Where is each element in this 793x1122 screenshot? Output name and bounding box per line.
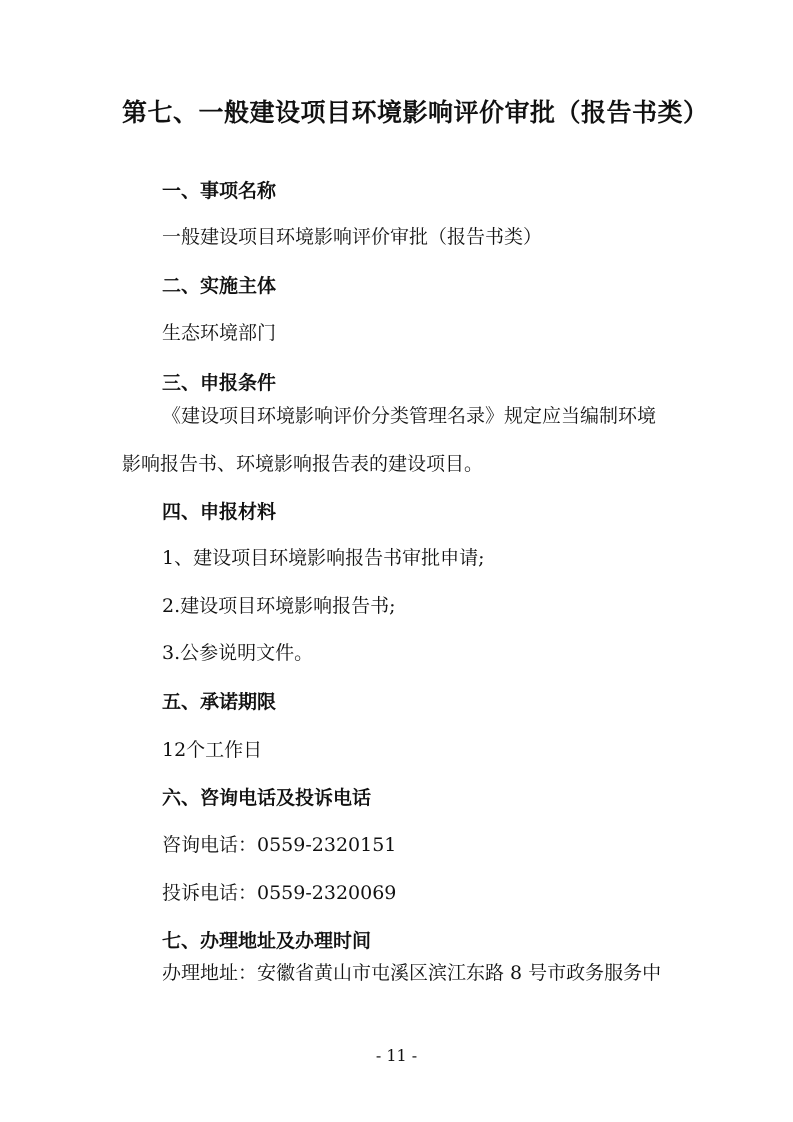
document-title: 第七、一般建设项目环境影响评价审批（报告书类） <box>122 98 709 127</box>
complaint-phone: 投诉电话：0559-2320069 <box>162 882 397 904</box>
section-heading-implementing-body: 二、实施主体 <box>162 275 277 297</box>
item-name-text: 一般建设项目环境影响评价审批（报告书类） <box>162 226 543 248</box>
material-item-3: 3.公参说明文件。 <box>162 642 314 664</box>
section-heading-address-and-hours: 七、办理地址及办理时间 <box>162 930 372 952</box>
section-heading-application-materials: 四、申报材料 <box>162 501 277 523</box>
material-item-2: 2.建设项目环境影响报告书; <box>162 595 396 617</box>
consultation-phone: 咨询电话：0559-2320151 <box>162 834 397 856</box>
page-number: - 11 - <box>375 1046 418 1065</box>
office-address-text: 办理地址：安徽省黄山市屯溪区滨江东路 8 号市政务服务中 <box>162 962 662 984</box>
section-heading-item-name: 一、事项名称 <box>162 180 277 202</box>
section-heading-contact-phones: 六、咨询电话及投诉电话 <box>162 787 372 809</box>
application-conditions-line-2: 影响报告书、环境影响报告表的建设项目。 <box>122 453 484 475</box>
application-conditions-line-1: 《建设项目环境影响评价分类管理名录》规定应当编制环境 <box>162 405 657 427</box>
section-heading-application-conditions: 三、申报条件 <box>162 372 277 394</box>
implementing-body-text: 生态环境部门 <box>162 322 277 344</box>
material-item-1: 1、建设项目环境影响报告书审批申请; <box>162 547 485 569</box>
commitment-period-text: 12个工作日 <box>162 739 263 761</box>
section-heading-commitment-period: 五、承诺期限 <box>162 691 277 713</box>
